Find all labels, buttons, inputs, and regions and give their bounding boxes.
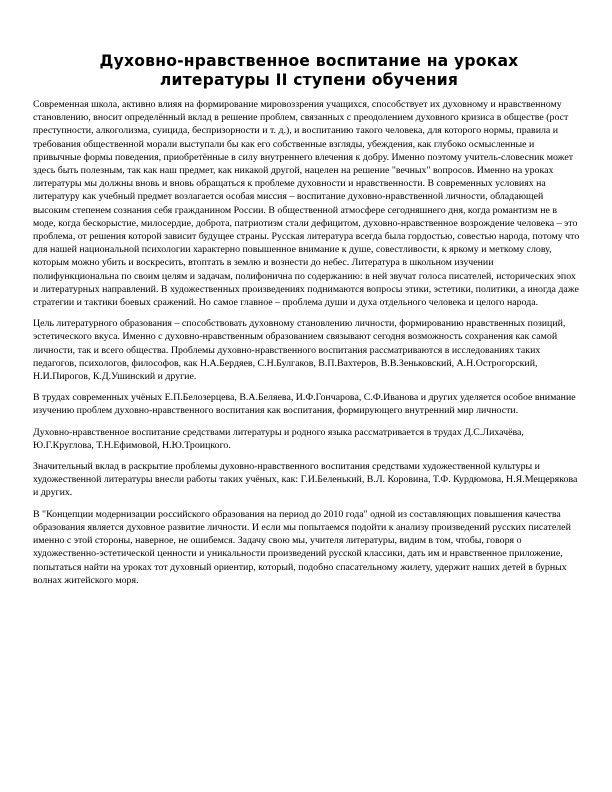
paragraph-intro: Современная школа, активно влияя на формирование мировоззрения учащихся, способствует их духовному и нравственному становлению, вносит определённый вклад в решение проблем, связанных с преодолением духовного кризиса в обществе (рост преступности, алкоголизма, суицида, беспризорности и т. д.), и воспитанию такого человека, для которого нормы, правила и требования общественной морали выступали бы как его собственные взгляды, убеждения, как глубоко осмысленные и привычные формы поведения, приобретённые в силу внутреннего влечения к добру. Именно поэтому учитель-словесник может здесь быть полезным, так как наш предмет, как никакой другой, нацелен на решение "вечных" вопросов. Именно на уроках литературы мы должны вновь и вновь обращаться к проблеме духовности и нравственности. В современных условиях на литературу как учебный предмет возлагается особая миссия – воспитание духовно-нравственной личности, обладающей высоким степенем сознания себя гражданином России. В общественной атмосфере сегодняшнего дня, когда романтизм не в моде, когда бескорыстие, милосердие, доброта, патриотизм стали дефицитом, духовно-нравственное возрождение человека – это проблема, от решения которой зависит будущее страны. Русская литература всегда была гордостью, совестью народа, потому что для нашей национальной психологии характерно повышенное внимание к душе, совестливости, к яркому и меткому слову, которым можно убить и воскресить, втоптать в землю и вознести до небес. Литература в школьном изучении полифункциональна по своим целям и задачам, полифонична по содержанию: в ней звучат голоса писателей, исторических эпох и литературных направлений. В художественных произведениях поднимаются вопросы этики, эстетики, политики, а иногда даже стратегии и тактики боевых сражений. Но самое главное – проблема души и духа отдельного человека и целого народа. [33,99,580,309]
paragraph-language-means: Духовно-нравственное воспитание средствами литературы и родного языка рассматривается в трудах Д.С.Лихачёва, Ю.Г.Круглова, Т.Н.Ефимовой, Н.Ю.Троицкого. [33,426,524,451]
paragraph-modern-scholars: В трудах современных учёных Е.П.Белозерцева, В.А.Беляева, И.Ф.Гончарова, С.Ф.Иванова и других уделяется особое внимание изучению проблем духовно-нравственного воспитания как воспитания, формирующего внутренний мир личности. [33,392,576,417]
document-title: Духовно-нравственное воспитание на уроках литературы II ступени обучения [99,52,519,89]
document-body [33,98,581,595]
paragraph-concept-2010: В "Концепции модернизации российского образования на период до 2010 года" одной из составляющих повышения качества образования является духовное развитие личности. И если мы попытаемся подойти к анализу произведений русских писателей именно с этой стороны, наверное, не ошибемся. Задачу свою мы, учителя литературы, видим в том, чтобы, говоря о художественно-эстетической ценности и уникальности произведений русской классики, дать им и нравственное приложение, попытаться найти на уроках тот духовный ориентир, который, подобно спасательному жилету, удержит наших детей в бурных волнах житейского моря. [33,508,571,586]
paragraph-goal: Цель литературного образования – способствовать духовному становлению личности, формированию нравственных позиций, эстетического вкуса. Именно с духовно-нравственным образованием связывают сегодня возможность сохранения как самой личности, так и всего общества. Проблемы духовно-нравственного воспитания рассматриваются в исследованиях таких педагогов, психологов, философов, как Н.А.Бердяев, С.Н.Булгаков, В.П.Вахтеров, В.В.Зеньковский, А.Н.Острогорский, Н.И.Пирогов, К.Д.Ушинский и другие. [33,318,566,383]
paragraph-artistic-culture: Значительный вклад в раскрытие проблемы духовно-нравственного воспитания средствами художественной культуры и художественной литературы внесли работы таких учёных, как: Г.И.Беленький, В.Л. Коровина, Т.Ф. Курдюмова, Н.Я.Мещерякова и других. [33,461,578,499]
